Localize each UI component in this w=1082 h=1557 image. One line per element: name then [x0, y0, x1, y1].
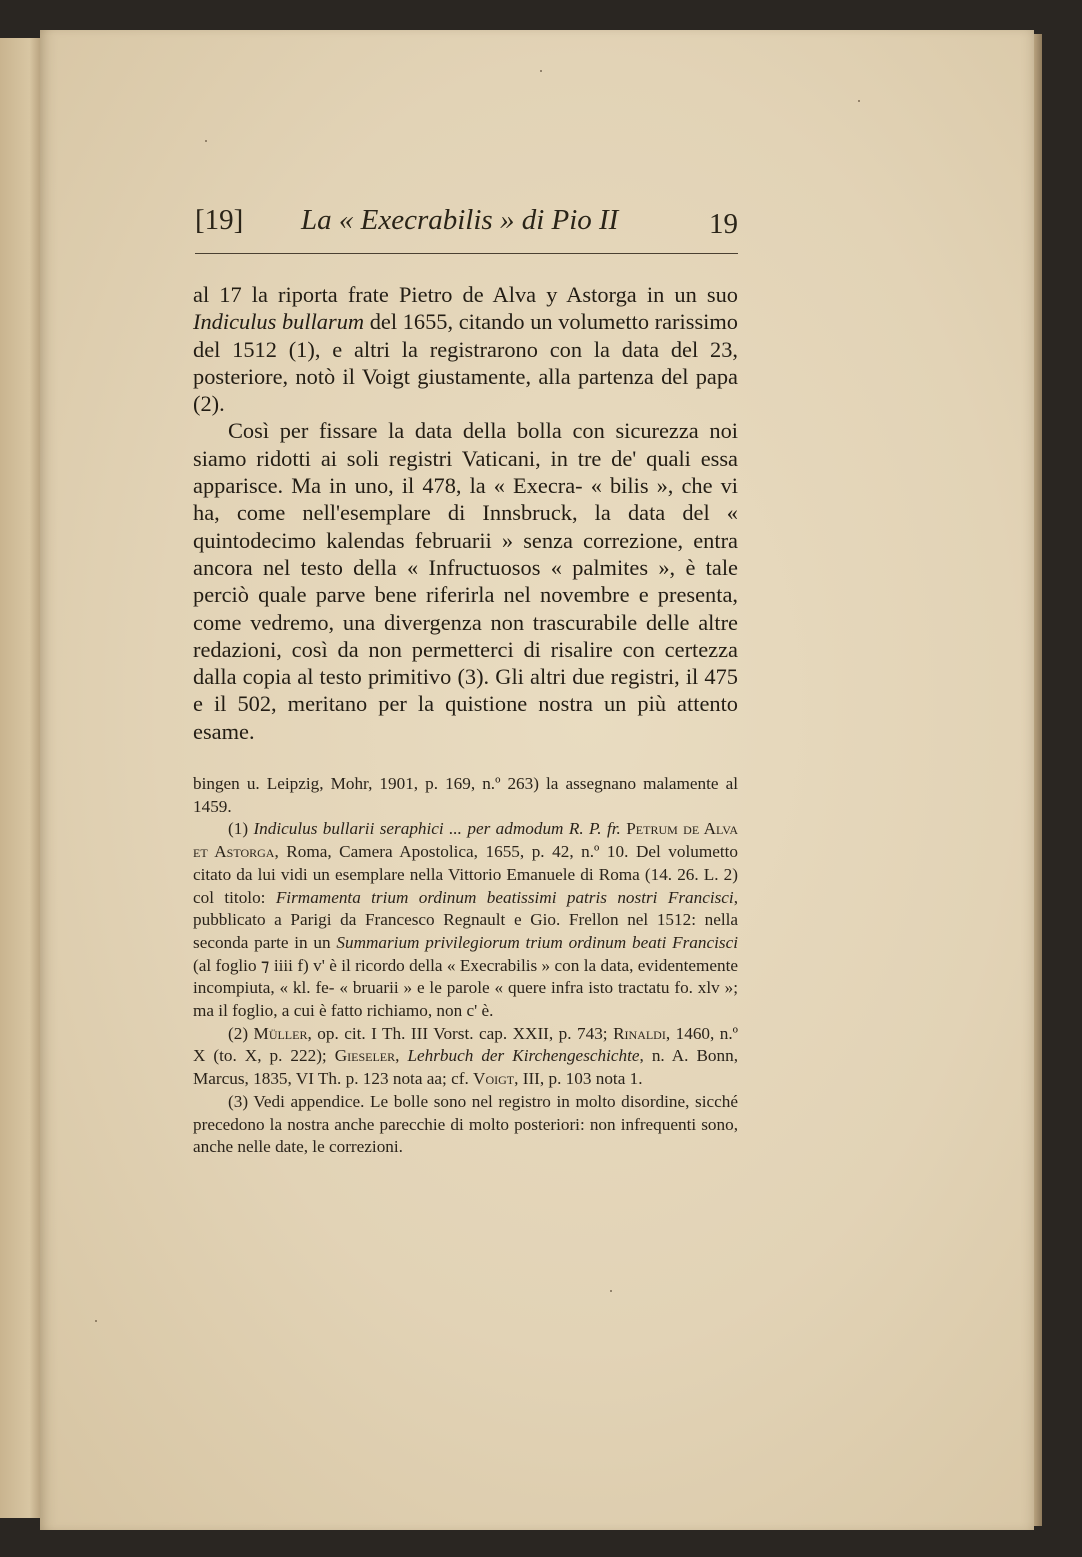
footnote-2-number: (2) — [228, 1023, 249, 1043]
body-italic-title: Indiculus bullarum — [193, 309, 365, 335]
paper-speck — [610, 1290, 612, 1292]
footnote-1-text-a: , Roma, Camera Apostolica, 1655, p. 42, n.º 10. Del volumetto citato da lui vidi un esemplare nella Vittorio Emanuele di Roma (14. 26. L. 2) col titolo: — [193, 842, 738, 907]
footnote-2-author-2: Rinaldi — [613, 1023, 666, 1043]
footnote-1-title-2: Firmamenta trium ordinum beatissimi patris nostri Francisci — [275, 887, 734, 907]
paper-speck — [540, 70, 542, 72]
footnote-2-author-1: Müller — [253, 1023, 308, 1043]
paper-speck — [858, 100, 860, 102]
footnote-1-author: Petrum de Alva et Astorga — [193, 819, 739, 862]
footnote-2-sep: , — [395, 1046, 408, 1066]
footnote-1-title-3: Summarium privilegiorum trium ordinum beati Francisci — [336, 932, 738, 952]
footnote-2-text-4: , III, p. 103 nota 1. — [514, 1069, 643, 1089]
paper-speck — [205, 140, 207, 142]
footnote-2-text-3: , n. A. Bonn, Marcus, 1835, VI Th. p. 123 nota aa; cf. — [193, 1046, 739, 1089]
footnote-3-text: Vedi appendice. Le bolle sono nel registro in molto disordine, sicché precedono la nostra anche parecchie di molto posteriori: non infrequenti sono, anche nelle date, le correzioni. — [193, 1091, 738, 1157]
header-title: La « Execrabilis » di Pio II — [301, 204, 619, 236]
footnote-2 — [193, 1023, 738, 1091]
footnote-3 — [193, 1091, 738, 1159]
footnote-2-text-2: , 1460, n.º X (to. X, p. 222); — [193, 1023, 738, 1066]
footnote-1 — [193, 818, 738, 1022]
body-paragraph-1: al 17 la riporta frate Pietro de Alva y Astorga in un suo Indiculus bullarum del 1655, citando un volumetto rarissimo del 1512 (1), e altri la registrarono con la data del 23, posteriore, notò il Voigt giustamente, alla partenza del papa (2). — [193, 282, 738, 417]
footnote-3-number: (3) — [228, 1091, 249, 1111]
footnote-1-title: Indiculus bullarii seraphici ... per admodum R. P. fr. — [253, 819, 621, 839]
footnote-2-title: Lehrbuch der Kirchengeschichte — [407, 1046, 640, 1066]
facing-page-edge — [0, 38, 42, 1518]
body-paragraph-2: Così per fissare la data della bolla con sicurezza noi siamo ridotti ai soli registri Vaticani, in tre de' quali essa apparisce. Ma in uno, il 478, la « Execra- « bilis », che vi ha, come nell'esemplare di Innsbruck, la data del « quintodecimo kalendas februarii » senza correzione, entra ancora nel testo della « Infructuosos « palmites », è tale perciò quale parve bene riferirla nel novembre e presenta, come vedremo, una divergenza non trascurabile delle altre redazioni, così da non permetterci di risalire con certezza dalla copia al testo primitivo (3). Gli altri due registri, il 475 e il 502, meritano per la quistione nostra un più attento esame. — [193, 418, 738, 744]
header-section-number: [19] — [195, 204, 244, 236]
footnote-1-text-b: , pubblicato a Parigi da Francesco Regnault e Gio. Frellon nel 1512: nella seconda parte in un — [193, 887, 738, 952]
footnotes — [193, 773, 738, 1159]
page-edge-shadow — [1034, 34, 1042, 1526]
footnote-1-text-c: (al foglio ⁊ iiii f) v' è il ricordo della « Execrabilis » con la data, evidentemente incompiuta, « kl. fe- « bruarii » e le parole « quere infra isto tractatu fo. xlv »; ma il foglio, a cui è fatto richiamo, non c' è. — [193, 955, 738, 1021]
footnote-continuation: bingen u. Leipzig, Mohr, 1901, p. 169, n.º 263) la assegnano malamente al 1459. — [193, 774, 738, 816]
header-rule — [195, 253, 738, 254]
footnote-2-author-4: Voigt — [473, 1069, 515, 1089]
footnote-2-author-3: Gieseler — [334, 1046, 396, 1066]
main-text — [193, 281, 738, 745]
running-header — [195, 202, 738, 246]
paper-speck — [95, 1320, 97, 1322]
footnote-2-text-1: , op. cit. I Th. III Vorst. cap. XXII, p. 743; — [307, 1023, 614, 1043]
page-number: 19 — [709, 208, 738, 240]
footnote-1-number: (1) — [228, 819, 249, 839]
